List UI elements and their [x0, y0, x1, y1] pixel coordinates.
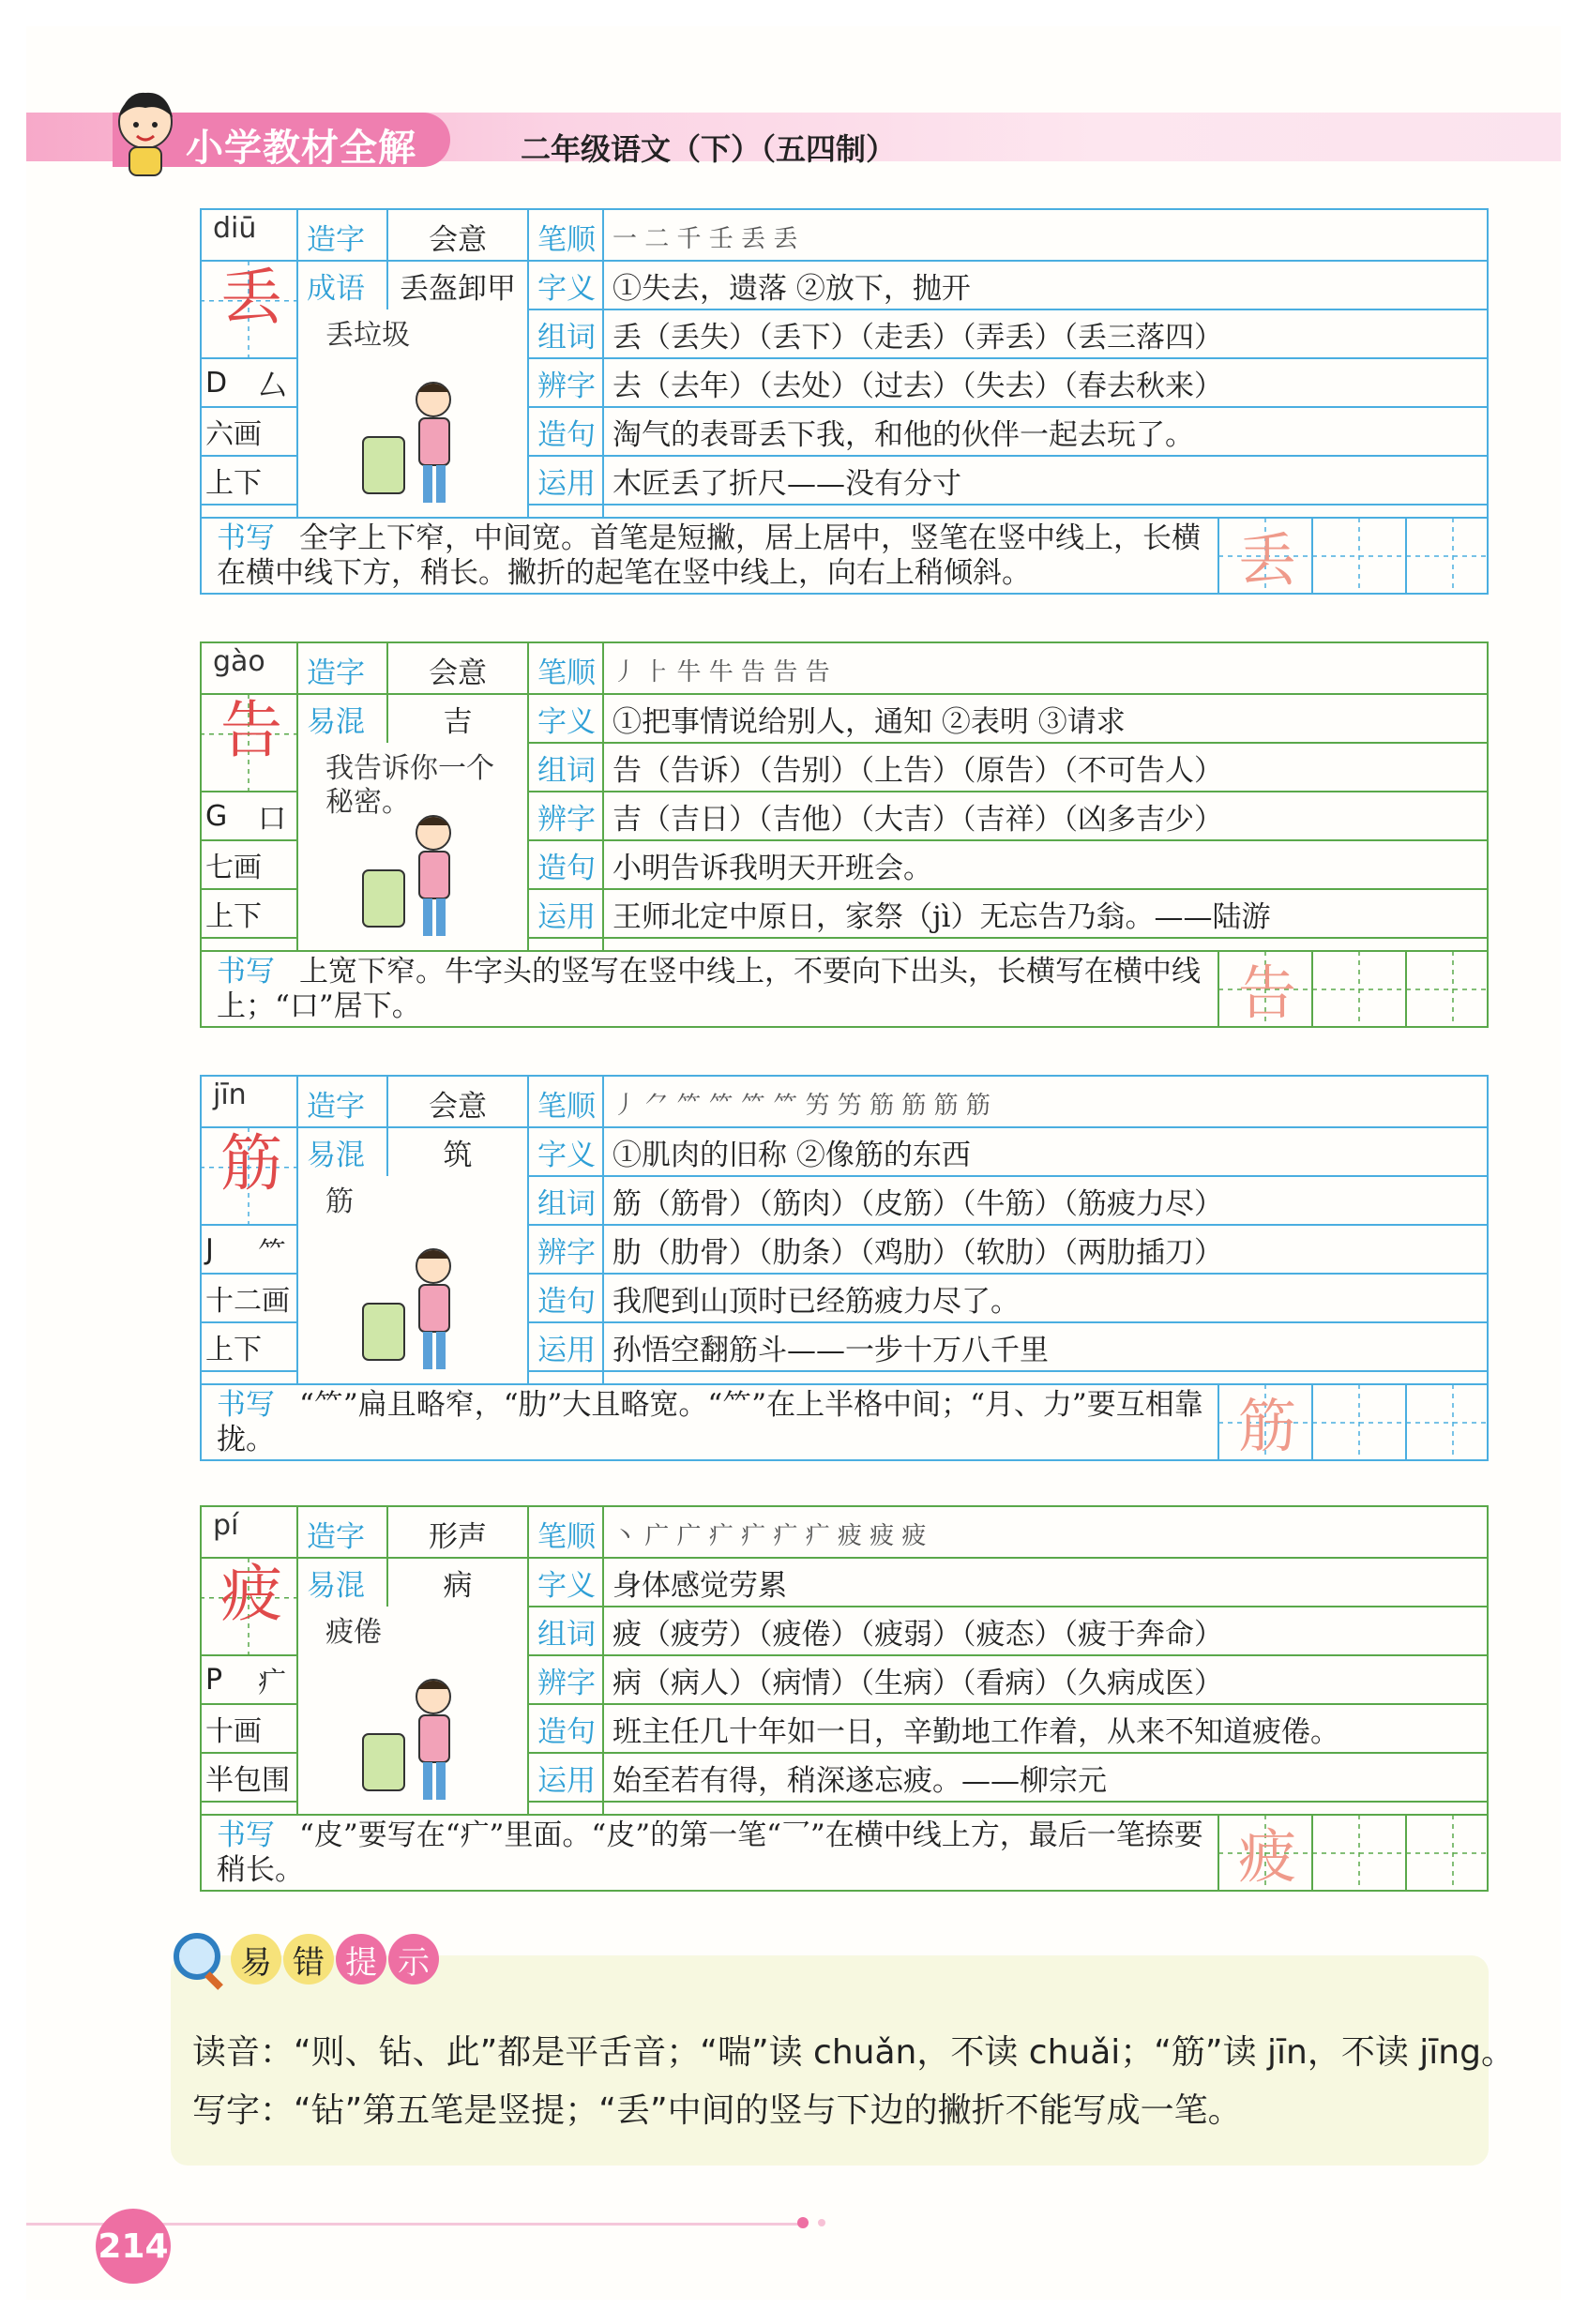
main-character: 告 — [220, 694, 282, 766]
label-ziyi: 字义 — [537, 271, 596, 306]
radical: ⺮ — [258, 1236, 286, 1269]
yunyong-value: 孙悟空翻筋斗——一步十万八千里 — [613, 1333, 1049, 1367]
zaozi-value: 形声 — [429, 1519, 487, 1554]
tip-title-char: 提 — [336, 1934, 386, 1984]
label-zaozi: 造字 — [307, 1089, 365, 1124]
ziyi-value: ①把事情说给别人，通知 ②表明 ③请求 — [613, 704, 1126, 739]
label-yunyong: 运用 — [537, 466, 596, 501]
label-bianzi: 辨字 — [537, 802, 596, 837]
pinyin: gào — [213, 645, 265, 678]
shuxie-value: 全字上下窄，中间宽。首笔是短撇，居上居中，竖笔在竖中线上，长横在横中线下方，稍长。撇折的起笔在竖中线上，向右上稍倾斜。 — [217, 521, 1201, 590]
stroke-count: 六画 — [205, 418, 262, 451]
shuxie-value: “皮”要写在“疒”里面。“皮”的第一笔“乛”在横中线上方，最后一笔捺要稍长。 — [217, 1818, 1203, 1887]
tip-header — [169, 1929, 441, 1989]
shuxie-text — [217, 1818, 1211, 1888]
label-shuxie: 书写 — [217, 1818, 275, 1852]
shuxie-text — [217, 955, 1211, 1024]
practice-character: 疲 — [1237, 1822, 1296, 1891]
shuxie-text — [217, 521, 1211, 591]
picture-caption: 我告诉你一个秘密。 — [325, 752, 494, 819]
tip-title-char: 易 — [231, 1934, 281, 1984]
stroke-order: 丿 ⺈ ⺮ ⺮ ⺮ ⺮ 竻 竻 筋 筋 筋 筋 — [613, 1091, 991, 1120]
zuci-value: 疲（疲劳）（疲倦）（疲弱）（疲态）（疲于奔命） — [613, 1617, 1223, 1652]
stroke-count: 十画 — [205, 1715, 262, 1748]
side-value: 筑 — [443, 1138, 473, 1172]
label-side: 易混 — [307, 704, 365, 739]
illustration-icon — [354, 371, 476, 512]
zaoju-value: 我爬到山顶时已经筋疲力尽了。 — [613, 1284, 1020, 1319]
label-shuxie: 书写 — [217, 1388, 275, 1422]
tip-line-reading: 读音：“则、钻、此”都是平舌音；“喘”读 chuǎn，不读 chuǎi；“筋”读 jīn，不读 jīng。 — [192, 2033, 1515, 2072]
label-zuci: 组词 — [537, 753, 596, 788]
label-yunyong: 运用 — [537, 1333, 596, 1367]
practice-character: 丢 — [1237, 525, 1296, 594]
zuci-value: 筋（筋骨）（筋肉）（皮筋）（牛筋）（筋疲力尽） — [613, 1186, 1223, 1221]
label-bishun: 笔顺 — [537, 1519, 596, 1554]
yunyong-value: 始至若有得，稍深遂忘疲。——柳宗元 — [613, 1763, 1107, 1798]
header-subject: 二年级语文（下）（五四制） — [521, 131, 897, 167]
footer-dot — [797, 2217, 809, 2228]
label-bianzi: 辨字 — [537, 369, 596, 403]
yunyong-value: 木匠丢了折尺——没有分寸 — [613, 466, 961, 501]
main-character: 丢 — [220, 261, 282, 333]
picture-caption: 疲倦 — [325, 1616, 382, 1649]
label-zuci: 组词 — [537, 1617, 596, 1652]
shuxie-text — [217, 1388, 1211, 1457]
ziyi-value: 身体感觉劳累 — [613, 1568, 787, 1603]
structure: 半包围 — [205, 1764, 290, 1797]
main-character: 筋 — [220, 1127, 282, 1200]
pinyin: diū — [213, 212, 257, 245]
label-side: 易混 — [307, 1138, 365, 1172]
bianzi-value: 病（病人）（病情）（生病）（看病）（久病成医） — [613, 1666, 1223, 1700]
label-bianzi: 辨字 — [537, 1666, 596, 1700]
picture-caption: 筋 — [325, 1185, 354, 1218]
label-zaoju: 造句 — [537, 851, 596, 885]
yunyong-value: 王师北定中原日，家祭（jì）无忘告乃翁。——陆游 — [613, 899, 1271, 934]
label-yunyong: 运用 — [537, 1763, 596, 1798]
label-zaozi: 造字 — [307, 222, 365, 257]
side-value: 吉 — [443, 704, 473, 739]
character-card — [200, 1075, 1489, 1461]
ziyi-value: ①肌肉的旧称 ②像筋的东西 — [613, 1138, 971, 1172]
stroke-count: 十二画 — [205, 1285, 290, 1318]
footer-dot — [818, 2219, 825, 2226]
label-bishun: 笔顺 — [537, 656, 596, 690]
label-zaoju: 造句 — [537, 1714, 596, 1749]
zaoju-value: 小明告诉我明天开班会。 — [613, 851, 932, 885]
illustration-icon — [354, 1238, 476, 1379]
structure: 上下 — [205, 900, 262, 933]
character-card — [200, 1505, 1489, 1892]
zaoju-value: 淘气的表哥丢下我，和他的伙伴一起去玩了。 — [613, 417, 1194, 452]
bianzi-value: 去（去年）（去处）（过去）（失去）（春去秋来） — [613, 369, 1223, 403]
structure: 上下 — [205, 467, 262, 500]
index-row — [200, 1655, 295, 1704]
index-letter: G — [205, 799, 228, 833]
zaozi-value: 会意 — [429, 656, 487, 690]
practice-character: 筋 — [1237, 1392, 1296, 1460]
side-value: 病 — [443, 1568, 473, 1603]
zaozi-value: 会意 — [429, 222, 487, 257]
label-ziyi: 字义 — [537, 1138, 596, 1172]
page-number: 214 — [96, 2209, 171, 2284]
tip-title-char: 错 — [283, 1934, 334, 1984]
label-side: 易混 — [307, 1568, 365, 1603]
index-row — [200, 358, 295, 407]
radical: 厶 — [258, 370, 286, 402]
label-zaoju: 造句 — [537, 1284, 596, 1319]
zaoju-value: 班主任几十年如一日，辛勤地工作着，从来不知道疲倦。 — [613, 1714, 1339, 1749]
bianzi-value: 肋（肋骨）（肋条）（鸡肋）（软肋）（两肋插刀） — [613, 1235, 1223, 1270]
tip-title-char: 示 — [388, 1934, 439, 1984]
label-zaozi: 造字 — [307, 656, 365, 690]
label-zuci: 组词 — [537, 1186, 596, 1221]
picture-caption: 丢垃圾 — [325, 319, 410, 352]
stroke-order: 丿 ⺊ 牛 牛 告 告 告 — [613, 657, 830, 687]
label-zaozi: 造字 — [307, 1519, 365, 1554]
magnifier-icon — [169, 1928, 231, 1990]
practice-character: 告 — [1237, 958, 1296, 1027]
label-bishun: 笔顺 — [537, 222, 596, 257]
character-card — [200, 641, 1489, 1028]
label-zuci: 组词 — [537, 320, 596, 355]
main-character: 疲 — [220, 1558, 282, 1630]
radical: 疒 — [258, 1667, 286, 1699]
label-bishun: 笔顺 — [537, 1089, 596, 1124]
illustration-icon — [354, 1668, 476, 1809]
zuci-value: 告（告诉）（告别）（上告）（原告）（不可告人） — [613, 753, 1223, 788]
side-value: 丢盔卸甲 — [400, 271, 516, 306]
tip-line-writing: 写字：“钻”第五笔是竖提；“丢”中间的竖与下边的撇折不能写成一笔。 — [192, 2091, 1242, 2130]
stroke-count: 七画 — [205, 852, 262, 884]
radical: 口 — [258, 803, 286, 836]
label-ziyi: 字义 — [537, 1568, 596, 1603]
shuxie-value: “⺮”扁且略窄，“肋”大且略宽。“⺮”在上半格中间；“月、力”要互相靠拢。 — [217, 1388, 1203, 1456]
label-zaoju: 造句 — [537, 417, 596, 452]
index-letter: P — [205, 1663, 223, 1697]
structure: 上下 — [205, 1334, 262, 1366]
zuci-value: 丢（丢失）（丢下）（走丢）（弄丢）（丢三落四） — [613, 320, 1223, 355]
ziyi-value: ①失去，遗落 ②放下，抛开 — [613, 271, 971, 306]
illustration-icon — [354, 805, 476, 945]
pinyin: pí — [213, 1509, 239, 1542]
pinyin: jīn — [213, 1079, 247, 1111]
index-row — [200, 1225, 295, 1274]
index-letter: J — [205, 1232, 214, 1266]
label-side: 成语 — [307, 271, 365, 306]
stroke-order: 一 二 千 壬 丢 丢 — [613, 224, 798, 253]
label-bianzi: 辨字 — [537, 1235, 596, 1270]
label-ziyi: 字义 — [537, 704, 596, 739]
label-shuxie: 书写 — [217, 521, 275, 555]
zaozi-value: 会意 — [429, 1089, 487, 1124]
character-card — [200, 208, 1489, 595]
stroke-order: 丶 广 广 疒 疒 疒 疒 疲 疲 疲 — [613, 1521, 927, 1550]
bianzi-value: 吉（吉日）（吉他）（大吉）（吉祥）（凶多吉少） — [613, 802, 1223, 837]
index-row — [200, 792, 295, 840]
shuxie-value: 上宽下窄。牛字头的竖写在竖中线上，不要向下出头，长横写在横中线上；“口”居下。 — [217, 955, 1201, 1023]
mascot-icon — [94, 80, 197, 183]
label-shuxie: 书写 — [217, 955, 275, 988]
header-title: 小学教材全解 — [186, 127, 416, 170]
label-yunyong: 运用 — [537, 899, 596, 934]
index-letter: D — [205, 366, 228, 400]
